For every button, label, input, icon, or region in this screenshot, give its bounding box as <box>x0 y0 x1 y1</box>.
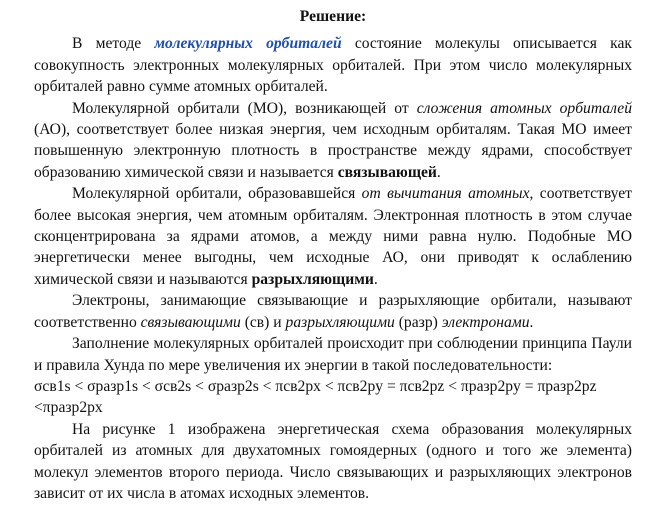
paragraph-mo-method <box>34 33 632 97</box>
paragraph-filling-rules: Заполнение молекулярных орбиталей происходит при соблюдении принципа Паули и правила Хунда по мере увеличения их энергии в такой последовательности: <box>34 335 632 374</box>
term-addition-of-ao: сложения атомных орбиталей <box>416 99 633 117</box>
p3-text-e: . <box>373 270 378 288</box>
term-subtraction-of-ao: от вычитания атомных <box>361 185 530 203</box>
p2-text-a: Молекулярной орбитали (МО), возникающей от <box>72 99 417 117</box>
p4-text-e: (разр) <box>394 313 442 331</box>
term-electrons: электронами <box>441 313 530 331</box>
solution-heading: Решение: <box>299 8 367 25</box>
p4-text-a: Электроны, занимающие связывающие и разрыхляющие орбитали, называют соответственно <box>34 292 632 331</box>
p1-text-a: В методе <box>72 35 155 53</box>
term-bonding: связывающей <box>337 163 437 181</box>
paragraph-antibonding-orbital <box>34 183 632 290</box>
term-antibonding-electrons: разрыхляющими <box>285 313 395 331</box>
paragraph-electrons <box>34 290 632 333</box>
paragraph-figure-reference: На рисунке 1 изображена энергетическая схема образования молекулярных орбиталей из атомных для двухатомных гомоядерных (одного и того же элемента) молекул элементов второго периода. Число связывающих и разрыхляющих электронов зависит от их числа в атомах исходных элементов. <box>34 420 632 502</box>
p2-text-e: . <box>436 163 441 181</box>
p1-text-c: состояние молекулы описывается как совокупность электронных молекулярных орбиталей. При этом число молекулярных орбиталей равно сумме атомных орбиталей. <box>34 35 632 96</box>
paragraph-bonding-orbital <box>34 98 632 184</box>
p2-text-c: (АО), соответствует более низкая энергия, чем исходным орбиталям. Такая МО имеет повышенную электронную плотность в пространстве между ядрами, способствует образованию химической связи и называется <box>34 121 632 181</box>
term-molecular-orbitals: молекулярных орбиталей <box>154 35 342 53</box>
term-antibonding: разрыхляющими <box>251 270 374 288</box>
term-bonding-electrons: связывающими <box>140 313 241 331</box>
p3-text-c: , соответствует более высокая энергия, чем атомным орбиталям. Электронная плотность в этом случае сконцентрирована за ядрами атомов, а между ними равна нулю. Подобные МО энергетически менее выгодны, чем исходные АО, они приводят к ослаблению химической связи и называются <box>34 185 632 288</box>
p4-text-c: (св) и <box>240 313 286 331</box>
orbital-energy-sequence: σсв1s < σразр1s < σсв2s < σразр2s < πсв2px < πсв2py = πсв2pz < πразр2py = πразр2pz <πразр2px <box>34 377 597 417</box>
p4-text-g: . <box>529 313 534 331</box>
p3-text-a: Молекулярной орбитали, образовавшейся <box>72 185 362 203</box>
